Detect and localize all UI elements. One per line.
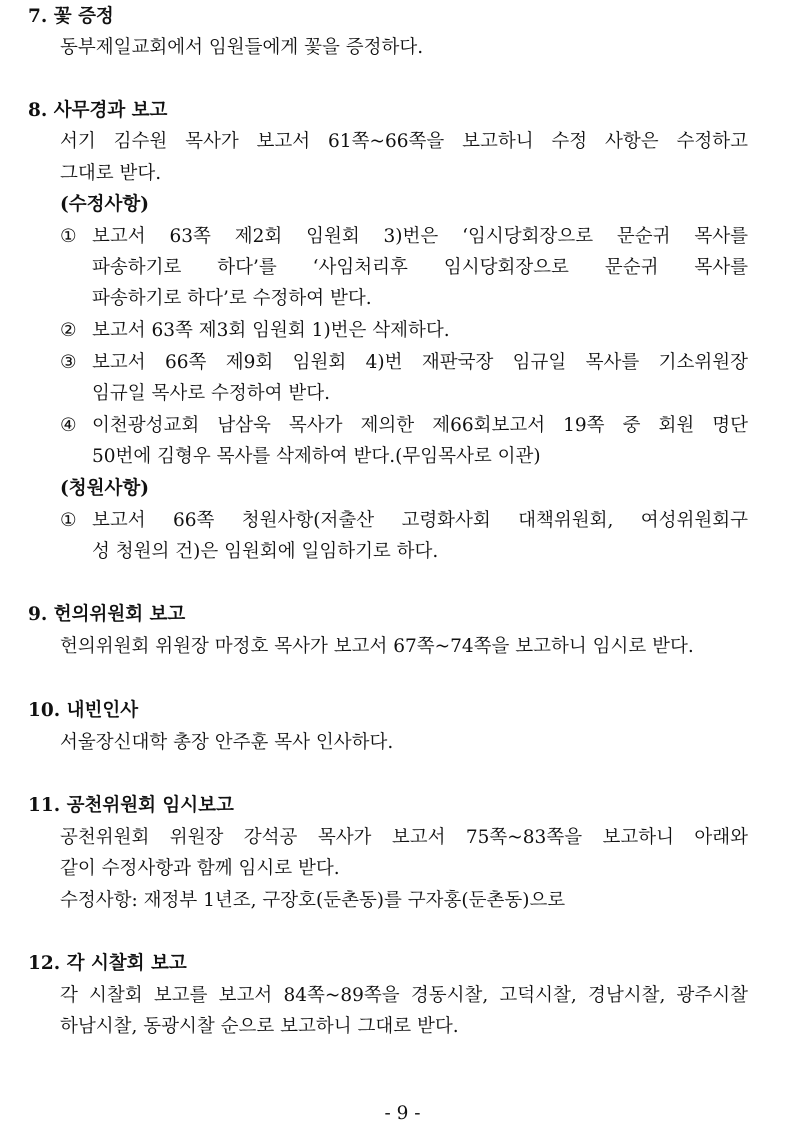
list-item-line: 보고서 63쪽 제3회 임원회 1)번은 삭제하다. xyxy=(92,320,450,341)
section-heading-12: 12. 각 시찰회 보고 xyxy=(28,953,187,974)
item-marker: ④ xyxy=(60,415,77,436)
list-item-line: 보고서 66쪽 청원사항(저출산 고령화사회 대책위원회, 여성위원회구 xyxy=(92,510,748,531)
subsection-title-petitions: (청원사항) xyxy=(60,478,149,499)
list-item-line: 50번에 김형우 목사를 삭제하여 받다.(무임목사로 이관) xyxy=(92,446,541,467)
section-7-line-1: 동부제일교회에서 임원들에게 꽃을 증정하다. xyxy=(60,37,424,58)
section-12-line-1: 각 시찰회 보고를 보고서 84쪽~89쪽을 경동시찰, 고덕시찰, 경남시찰, 광주시찰 xyxy=(60,985,748,1006)
section-heading-11: 11. 공천위원회 임시보고 xyxy=(28,795,234,816)
item-marker: ③ xyxy=(60,352,77,373)
list-item-line: 성 청원의 건)은 임원회에 일임하기로 하다. xyxy=(92,541,439,562)
page-number: - 9 - xyxy=(384,1103,421,1124)
list-item-line: 임규일 목사로 수정하여 받다. xyxy=(92,383,330,404)
section-heading-8: 8. 사무경과 보고 xyxy=(28,100,168,121)
item-marker: ② xyxy=(60,320,77,341)
section-heading-9: 9. 헌의위원회 보고 xyxy=(28,604,186,625)
section-8-line-2: 그대로 받다. xyxy=(60,163,162,184)
section-heading-7: 7. 꽃 증정 xyxy=(28,6,114,27)
section-9-line-1: 헌의위원회 위원장 마정호 목사가 보고서 67쪽~74쪽을 보고하니 임시로 받다. xyxy=(60,636,694,657)
list-item-line: 보고서 66쪽 제9회 임원회 4)번 재판국장 임규일 목사를 기소위원장 xyxy=(92,352,748,373)
section-heading-10: 10. 내빈인사 xyxy=(28,700,139,721)
subsection-title-corrections: (수정사항) xyxy=(60,194,149,215)
section-12-line-2: 하남시찰, 동광시찰 순으로 보고하니 그대로 받다. xyxy=(60,1016,459,1037)
item-marker: ① xyxy=(60,226,77,247)
section-11-line-3: 수정사항: 재정부 1년조, 구장호(둔촌동)를 구자홍(둔촌동)으로 xyxy=(60,890,566,911)
section-11-line-1: 공천위원회 위원장 강석공 목사가 보고서 75쪽~83쪽을 보고하니 아래와 xyxy=(60,827,748,848)
list-item-line: 이천광성교회 남삼욱 목사가 제의한 제66회보고서 19쪽 중 회원 명단 xyxy=(92,415,748,436)
item-marker: ① xyxy=(60,510,77,531)
list-item-line: 파송하기로 하다’로 수정하여 받다. xyxy=(92,288,372,309)
section-8-line-1: 서기 김수원 목사가 보고서 61쪽~66쪽을 보고하니 수정 사항은 수정하고 xyxy=(60,131,748,152)
section-11-line-2: 같이 수정사항과 함께 임시로 받다. xyxy=(60,858,340,879)
list-item-line: 파송하기로 하다’를 ‘사임처리후 임시당회장으로 문순귀 목사를 xyxy=(92,257,748,278)
section-10-line-1: 서울장신대학 총장 안주훈 목사 인사하다. xyxy=(60,732,394,753)
list-item-line: 보고서 63쪽 제2회 임원회 3)번은 ‘임시당회장으로 문순귀 목사를 xyxy=(92,226,748,247)
